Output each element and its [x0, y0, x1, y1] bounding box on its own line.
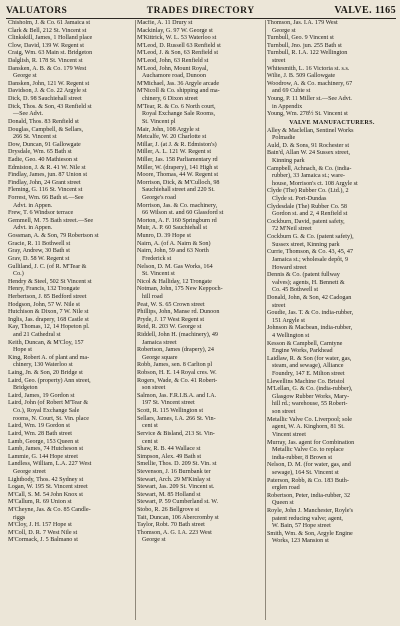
directory-entry: Young, P. 11 Miller st.—See Advt. [267, 96, 352, 103]
entry-continuation: in Appendix [272, 103, 303, 110]
directory-entry: Muir, A. P. 60 Sauchiehall st [137, 225, 208, 232]
entry-continuation: chinery, 130 Waterloo st [13, 362, 73, 369]
directory-entry: Nairn, A. (of A. Nairn & Son) [137, 240, 211, 247]
entry-continuation: Frederick st [142, 255, 172, 262]
entry-continuation: Works, 123 Mansion st [272, 538, 329, 545]
directory-entry: Alley & Maclellan, Sentinel Works [267, 127, 354, 134]
entry-continuation: George st [142, 537, 166, 544]
directory-entry: Morton, A. F. 160 Springburn rd [137, 217, 217, 224]
directory-entry: M'Cloy, J. H. 157 Hope st [8, 522, 72, 529]
directory-entry: Dick, D. 98 Sauchiehall street [8, 96, 82, 103]
entry-continuation: George street [13, 468, 46, 475]
entry-continuation: son street [142, 385, 166, 392]
entry-continuation: street [272, 302, 286, 309]
directory-entry: Mackinlay, G. 97 W. George st [137, 27, 213, 34]
entry-continuation: George square [142, 354, 178, 361]
directory-entry: Macfie, A. 11 Drury st [137, 20, 193, 26]
directory-entry: Robertson, Peter, india-rubber, 32 [267, 492, 351, 499]
entry-continuation: George st [272, 27, 296, 34]
directory-entry: Stevenson, J. 16 Burnbank ter [137, 468, 211, 475]
directory-entry: Shaw, R. B. 44 Wallace st [137, 446, 201, 453]
directory-entry: M'Leod, John, Mount Royal, [137, 65, 209, 72]
entry-continuation: St. Vincent pl [142, 118, 176, 125]
section-heading: VALVE MANUFACTURERS. [289, 119, 375, 126]
directory-entry: Nicol & Halliday, 12 Trongate [137, 278, 212, 285]
entry-continuation: Co.) [13, 271, 24, 278]
directory-entry: Clinkskill, James, 1 Holland place [8, 35, 93, 42]
directory-entry: Gulliland, J. C. (of R. M'Tear & [8, 263, 87, 270]
directory-entry: Young, Wm. 278½ St. Vincent st [267, 111, 348, 118]
directory-entry: Lammie, G. 144 Hope street [8, 453, 78, 460]
directory-entry: Laidlaw, R. & Son (for water, gas, [267, 355, 352, 362]
entry-continuation: india-rubber, 8 Brown st [272, 454, 333, 461]
entry-continuation: Metallic Valve Co. to replace [272, 447, 344, 454]
directory-entry: Whitesmith, L. 16 Victoria st. s.s. [267, 65, 350, 72]
directory-entry: M'Tear, R. & Co. 6 North court, [137, 103, 216, 110]
directory-entry: Clydesdale (The) Rubber Co. 58 [267, 203, 347, 210]
directory-entry: Nairn, John, 59 and 63 North [137, 248, 209, 255]
header-right [334, 5, 396, 17]
entry-continuation: rooms, N. Court, St. Vin. place [13, 415, 89, 422]
directory-entry: Miller, W. (drapery), 141 High st [137, 164, 218, 171]
directory-entry: Clyde (The) Rubber Co. (Ltd.), 2 [267, 188, 349, 195]
entry-continuation: Auchamore road, Dunoon [142, 73, 206, 80]
entry-continuation: Co. 45 Bothwell st [272, 287, 319, 294]
directory-entry: Taylor, Robt. 70 Bath street [137, 522, 205, 529]
entry-continuation: Sussex street, Kinning park [272, 241, 340, 248]
directory-entry: Miller, A. L. 121 W. Regent st [137, 149, 212, 156]
entry-continuation: patent reducing valve; agent, [272, 515, 343, 522]
directory-entry: Edmiston, J. & R. 41 W. Nile st [8, 164, 86, 171]
directory-entry: Wilie, J. B. 509 Gallowgate [267, 73, 336, 80]
directory-entry: Campbell, Achnach, & Co. (india- [267, 165, 352, 172]
column-divider-1 [135, 20, 136, 620]
directory-entry: M'Kittrick, W. L. 53 Waterloo st [137, 35, 217, 42]
entry-continuation: and 21 Cathedral st [13, 331, 61, 338]
entry-continuation: cent st [142, 438, 158, 445]
page-number: 1165 [374, 5, 396, 16]
entry-continuation: riggs [13, 514, 26, 521]
directory-entry: Peat, W. S. 65 Crown street [137, 301, 205, 308]
running-header [6, 5, 396, 17]
entry-continuation: Advt. in Appen. [13, 202, 53, 209]
directory-entry: Frew, T. 6 Windsor terrace [8, 210, 74, 217]
directory-entry: Laird, Wm. 28 Bath street [8, 430, 73, 437]
directory-entry: Robb, James, sen. 8 Carlton pl [137, 362, 213, 369]
directory-entry: Herbertson, J. 85 Bedford street [8, 293, 87, 300]
column-2 [137, 20, 265, 622]
directory-entry: Salmon, Jas. F.R.I.B.A. and I.A. [137, 392, 217, 399]
directory-entry: Dansken, A. B. & Co. 179 West [8, 65, 87, 72]
directory-entry: Morrison, Dick, & M'Culloch, 98 [137, 179, 220, 186]
entry-continuation: George st [13, 73, 37, 80]
directory-entry: Dennis & Co. (patent fullway [267, 272, 340, 279]
entry-continuation: 197 St. Vincent street [142, 400, 195, 407]
directory-entry: Kesson & Campbell, Carntyne [267, 340, 343, 347]
directory-entry: Turnbull, Jno. jun. 255 Bath st [267, 42, 342, 49]
directory-entry: Laird, Geo. (property) Ann street, [8, 377, 91, 384]
directory-entry: Hodgson, John, 57 W. Nile st [8, 301, 80, 308]
directory-entry: Cockburn G. & Co. (patent safety), [267, 234, 354, 241]
directory-entry: Laird, James, 19 Gordon st [8, 392, 75, 399]
directory-entry: Metallic Valve Co. Liverpool; sole [267, 416, 352, 423]
directory-entry: Johnson & Macbean, india-rubber, [267, 325, 353, 332]
entry-continuation: 72 M'Neil street [272, 226, 312, 233]
directory-entry: M'Leod, D. Russell 63 Renfield st [137, 42, 221, 49]
directory-entry: Smith, Wm. & Son, Argyle Engine [267, 530, 353, 537]
directory-entry: Dick, Thos. & Son, 43 Renfield st [8, 103, 92, 110]
directory-entry: Findlay, John, 24 Grant street [8, 179, 81, 186]
directory-entry: Dow, Duncan, 91 Gallowgate [8, 141, 81, 148]
directory-entry: M'Cheyne, Jas. & Co. 85 Candle- [8, 507, 91, 513]
entry-continuation: Howard street [272, 264, 307, 271]
directory-entry: Rogers, Wade, & Co. 41 Robert- [137, 377, 218, 384]
entry-continuation: Sauchiehall street and 220 St. [142, 187, 215, 194]
directory-entry: Robertson, James (drapery), 24 [137, 347, 214, 354]
directory-entry: Inglis, Jas. drapery, 168 Castle st [8, 316, 89, 323]
directory-entry: Dalglish, R. 178 St. Vincent st [8, 58, 83, 65]
header-right-keyword: VALVE. [334, 5, 373, 16]
directory-entry: Gray, Andrew, 30 Bath st [8, 248, 70, 255]
entry-continuation: Queen st [272, 500, 294, 507]
directory-entry: Dansken, John, 121 W. Regent st [8, 80, 90, 87]
directory-entry: Davidson, J. & Co. 22 Argyle st [8, 88, 87, 95]
entry-continuation: —See Advt. [13, 111, 44, 118]
directory-entry: Murray, Jas. agent for Combination [267, 439, 355, 446]
entry-continuation: hill road [142, 293, 163, 300]
directory-entry: Mair, John, 108 Argyle st [137, 126, 200, 133]
directory-entry: King, Robert A. of plant and ma- [8, 354, 90, 361]
directory-entry: Tait, Duncan, 106 Abercromby st [137, 514, 219, 521]
directory-entry: Stewart, M. 85 Holland st [137, 491, 201, 498]
entry-continuation: 266 St. Vincent st [13, 134, 57, 141]
entry-continuation: W. Bain, 57 Hope street [272, 523, 331, 530]
directory-entry: Gracie, R. 11 Bothwell st [8, 240, 71, 247]
directory-entry: Gossman, A. & Son, 79 Robertson st [8, 233, 99, 240]
header-left-keyword: VALUATORS [6, 6, 68, 16]
directory-entry: Lightbody, Thos. 42 Sydney st [8, 476, 84, 483]
directory-entry: M'Coll, D. R. 7 West Nile st [8, 529, 78, 536]
directory-entry: Henry, Francis, 132 Trongate [8, 286, 80, 293]
directory-entry: Clow, David, 139 W. Regent st [8, 42, 85, 49]
entry-continuation: Jamaica street [142, 339, 177, 346]
directory-entry: Woodrow, A. & Co. machinery, 67 [267, 80, 353, 87]
directory-entry: M'Leod, John, 63 Renfield st [137, 58, 209, 65]
entry-continuation: Foundry, 147 E. Milton street [272, 371, 345, 378]
directory-entry: Auld, D. & Sons, 91 Rochester st [267, 142, 350, 149]
entry-continuation: street [272, 58, 286, 65]
directory-entry: Turnbull, R. I.A. 122 Wellington [267, 50, 348, 57]
directory-entry: Royle, John J. Manchester, Royle's [267, 508, 353, 514]
directory-entry: Bain'd, Allan W. 24 Sussex street, [267, 150, 350, 157]
entry-continuation: Jamaica st.; wholesale depôt, 9 [272, 256, 349, 263]
directory-entry: Lamb, George, 153 Queen st [8, 438, 79, 445]
directory-entry: Kay, Thomas, 12, 14 Hopeton pl. [8, 324, 90, 331]
directory-entry: Keith, Duncan, & M'Cloy, 157 [8, 339, 84, 346]
directory-entry: Drysdale, Wm. 65 Bath st [8, 149, 72, 156]
directory-entry: Phillips, John, Manse rd. Dunoon [137, 309, 220, 316]
entry-continuation: Polmadie [272, 135, 296, 142]
entry-continuation: Gordon st. and 2, 4 Renfield st [272, 211, 348, 218]
directory-entry: Hutchison & Dixon, 7 W. Nile st [8, 309, 89, 316]
directory-entry: Laird, Wm. 19 Gordon st [8, 423, 70, 430]
directory-entry: Stewart, Arch. 29 M'Kinlay st [137, 476, 211, 483]
directory-entry: Riddell, John H. (machinery), 49 [137, 331, 219, 338]
directory-entry: Llewellins Machine Co. Bristol [267, 378, 345, 385]
entry-continuation: Vincent street [272, 431, 306, 438]
entry-continuation: Kinning park [272, 157, 305, 164]
entry-continuation: valves); agents, H. Bennett & [272, 279, 345, 286]
directory-entry: Craig, Wm. 63 Main st. Bridgeton [8, 50, 93, 57]
entry-continuation: 151 Argyle st [272, 317, 305, 324]
directory-entry: Morrison, Jas. & Co. machinery, [137, 202, 218, 209]
directory-entry: Millar, J. (at J. & R. Edmiston's) [137, 141, 217, 148]
directory-entry: Logan, W. 195 St. Vincent street [8, 484, 88, 491]
directory-entry: Sellars, James, I.A. 266 St. Vin- [137, 415, 216, 422]
entry-continuation: and 69 Cubie st [272, 88, 311, 95]
directory-entry: Stewart, P. 59 Cumberland st. W. [137, 499, 219, 506]
entry-continuation: agent, W. A. Kinghorn, 81 St. [272, 424, 345, 431]
directory-entry: Laing, Jn. & Son, 20 Bridge st [8, 370, 83, 377]
column-3 [267, 20, 397, 622]
directory-entry: M'Call, S. M. 54 John Knox st [8, 491, 83, 498]
entry-continuation: sewage), 164 St. Vincent st [272, 469, 339, 476]
directory-entry: Thomson, A. G. I.A. 223 West [137, 529, 212, 536]
directory-entry: Thomson, Jas. I.A. 179 West [267, 20, 338, 26]
directory-entry: Reid, R. 203 W. George st [137, 324, 202, 331]
entry-continuation: 4 Wellington st [272, 332, 310, 339]
directory-entry: Douglas, Campbell, & Sellars, [8, 126, 84, 133]
directory-entry: Donald, Thos. 83 Renfield st [8, 118, 79, 125]
entry-continuation: Engine Works, Parkhead [272, 348, 333, 355]
directory-entry: Scott, R. 115 Wellington st [137, 408, 204, 415]
directory-entry: Fleming, G. 116 St. Vincent st [8, 187, 83, 194]
directory-entry: Paterson, Robb, & Co. 183 Buth- [267, 477, 349, 484]
entry-continuation: rubber), 33 Jamaica st.; ware- [272, 173, 345, 180]
directory-entry: Forrest, Wm. 66 Bath st.—See [8, 195, 84, 202]
directory-entry: Goudie, Jas. T. & Co. india-rubber, [267, 310, 354, 317]
directory-entry: Nelson, D. M. Gas Works, 164 [137, 263, 213, 270]
directory-entry: Chisholm, J. & Co. 61 Jamaica st [8, 20, 91, 26]
directory-entry: Donald, John, & Son, 42 Cadogan [267, 294, 352, 301]
directory-entry: M'Cormack, J. 5 Balmano st [8, 537, 79, 544]
column-1 [8, 20, 136, 622]
directory-entry: M'Nicoll & Co. shipping and ma- [137, 88, 220, 95]
directory-entry: M'Callum, R. 69 Union st [8, 499, 72, 506]
entry-continuation: George's road [142, 195, 176, 202]
entry-continuation: steam, and sewage), Alliance [272, 363, 344, 370]
entry-continuation: Clyde st. Port-Dundas [272, 196, 327, 203]
column-divider-2 [265, 20, 266, 620]
directory-entry: Smellie, Thos. D. 209 St. Vin. st [137, 461, 217, 468]
directory-entry: Lamb, James, 74 Hutcheson st [8, 446, 84, 453]
directory-entry: Pryde, J. 17 West Regent st [137, 316, 205, 323]
directory-entry: Metcalfe, W. 20 Charlotte st [137, 134, 207, 141]
entry-continuation: 66 Wilson st. and 60 Glassford st [142, 210, 224, 217]
entry-continuation: Glasgow Rubber Works, Mary- [272, 393, 350, 400]
entry-continuation: Advt. in Appen. [13, 225, 53, 232]
entry-continuation: Royal Exchange Sale Rooms, [142, 111, 215, 118]
entry-continuation: St. Vincent st [142, 271, 175, 278]
directory-entry: Findlay, James, jun. 87 Union st [8, 172, 88, 179]
entry-continuation: Co.), Royal Exchange Sale [13, 408, 80, 415]
directory-entry: Clark & Bell, 212 St. Vincent st [8, 27, 87, 34]
directory-entry: Turnbull, Geo. 9 Vincent st [267, 35, 334, 42]
entry-continuation: chinery, 6 Dixon street [142, 96, 198, 103]
entry-continuation: son street [272, 409, 296, 416]
entry-continuation: erglen road [272, 485, 300, 492]
directory-entry: Grav, D. 58 W. Regent st [8, 255, 70, 262]
entry-continuation: house, Morrison's ct. 108 Argyle st [272, 180, 358, 187]
directory-entry: Moore, Thomas, 44 W. Regent st [137, 172, 219, 179]
directory-entry: Stobo, R. 26 Bellgrove st [137, 507, 200, 513]
directory-entry: Nelson, D. M. (for water, gas, and [267, 462, 351, 469]
directory-entry: Laird, John (of Robert M'Tear & [8, 400, 89, 407]
directory-entry: Service & Bisland, 213 St. Vin- [137, 430, 215, 437]
directory-entry: Munro, D. 39 Hope st [137, 233, 191, 240]
directory-entry: Stewart, Jas. 209 St. Vincent st. [137, 484, 215, 491]
directory-entry: Robson, H. E. 14 Royal cres. W. [137, 370, 217, 377]
entry-continuation: Hope st [13, 347, 32, 354]
directory-entry: Landless, William, L.A. 227 West [8, 461, 92, 468]
header-title: TRADES DIRECTORY [146, 6, 255, 16]
directory-entry: Currie, Thomson, & Co. 43, 45, 47 [267, 249, 354, 256]
entry-continuation: hill rd.; warehouse, 55 Robert- [272, 401, 348, 408]
directory-entry: Gemmell, M. 75 Bath street.—See [8, 217, 94, 224]
directory-entry: Miller, Jas. 158 Parliamentary rd [137, 156, 218, 163]
directory-entry: M'Leod, J. & Son, 63 Renfield st [137, 50, 219, 57]
directory-entry: Cockburn, David, patent safety, [267, 218, 345, 225]
directory-entry: M'Lellan, G. & Co. (india-rubber), [267, 386, 353, 393]
directory-entry: M'Michael, Jas. 36 Argyle arcade [137, 80, 220, 87]
directory-entry: Simpson, Alex. 49 Bath st [137, 453, 202, 460]
directory-entry: Eadie, Geo. 40 Mathieson st [8, 156, 78, 163]
directory-entry: Hendry & Steel, 502 St Vincent st [8, 278, 92, 285]
entry-continuation: cent st [142, 423, 158, 430]
entry-continuation: Bridgeton [13, 385, 38, 392]
directory-entry: Notman, John, 175 New Keppoch- [137, 286, 223, 293]
header-rule [6, 18, 396, 19]
